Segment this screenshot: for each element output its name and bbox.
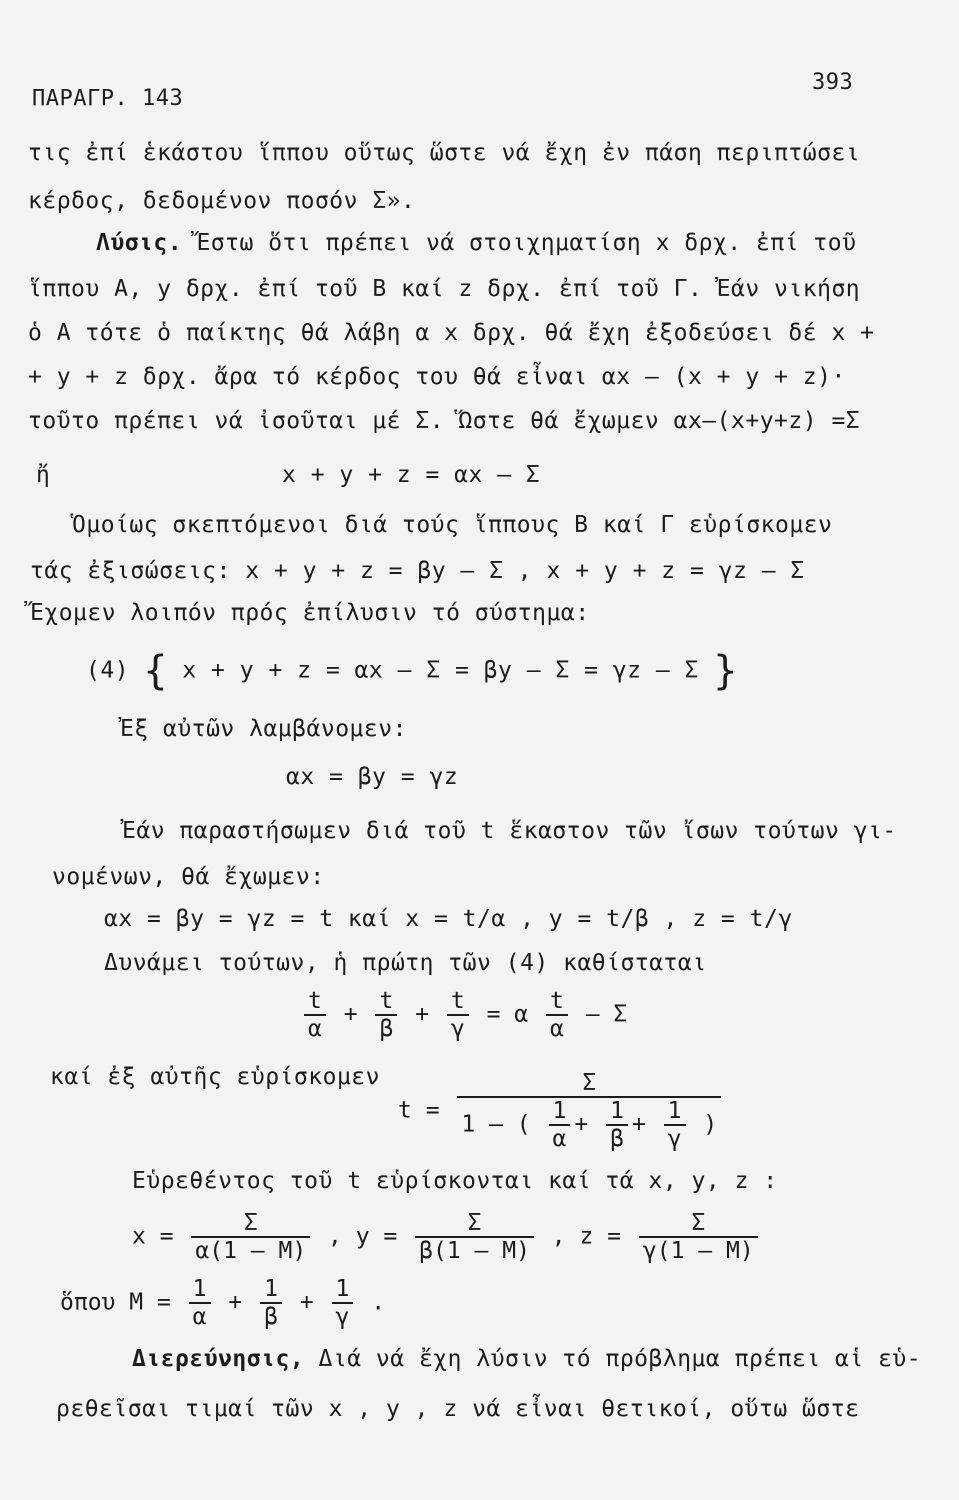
text-line: τάς ἐξισώσεις: x + y + z = βy – Σ , x + y + z = γz – Σ <box>30 558 805 584</box>
text-line: Ὁμοίως σκεπτόμενοι διά τούς ἵππους Β καί Γ εὑρίσκομεν <box>72 512 833 538</box>
text-span: Διά νά ἔχη λύσιν τό πρόβλημα πρέπει αἱ εὑ- <box>318 1346 922 1372</box>
right-brace: } <box>713 648 738 694</box>
fraction: $\frac{t}{\alpha}$ <box>304 988 326 1042</box>
text-line: Ἐξ αὐτῶν λαμβάνομεν: <box>120 716 407 742</box>
text-line: ρεθεῖσαι τιμαί τῶν x , y , z νά εἶναι θετικοί, οὕτω ὥστε <box>56 1396 860 1422</box>
text-span: Ἔστω ὅτι πρέπει νά στοιχηματίση x δρχ. ἐπί τοῦ <box>196 230 857 256</box>
text-line: νομένων, θά ἔχωμεν: <box>52 864 325 890</box>
text-line: καί ἐξ αὐτῆς εὑρίσκομεν <box>50 1064 380 1090</box>
fraction: Σ 1 – ( $\frac{1}{\alpha}$ + $\frac{1}{\beta}$ + $\frac{1}{\gamma}$ ) <box>457 1070 721 1152</box>
text-line <box>132 1346 921 1372</box>
text-line: Ἔχομεν λοιπόν πρός ἐπίλυσιν τό σύστημα: <box>30 600 590 626</box>
equation: x + y + z = αx – Σ <box>282 462 541 488</box>
equation-xyz: x = $\frac{\Sigma}{\alpha(1 - M)}$ , y = $\frac{\Sigma}{\beta(1 - M)}$ , z = $\frac{\Sigma}{\gamma(1 - M)}$ <box>132 1210 762 1264</box>
fraction: $\frac{t}{\gamma}$ <box>447 988 469 1042</box>
fraction: $\frac{t}{\beta}$ <box>375 988 397 1042</box>
left-brace: { <box>143 648 168 694</box>
text-line: ὁ Α τότε ὁ παίκτης θά λάβη α x δρχ. θά ἔχη ἐξοδεύσει δέ x + <box>28 320 875 346</box>
solution-label: Λύσις. <box>96 230 183 256</box>
equation: αx = βy = γz <box>286 764 459 790</box>
fraction: $\frac{t}{\alpha}$ <box>546 988 568 1042</box>
text-line: + y + z δρχ. ἄρα τό κέρδος του θά εἶναι αx – (x + y + z)· <box>28 364 846 390</box>
text-line: Δυνάμει τούτων, ἡ πρώτη τῶν (4) καθίσταται <box>104 950 707 976</box>
text-line <box>96 230 856 256</box>
text-line: κέρδος, δεδομένον ποσόν Σ». <box>28 188 416 214</box>
equation-t: t = Σ 1 – ( $\frac{1}{\alpha}$ + $\frac{1}{\beta}$ + $\frac{1}{\gamma}$ ) <box>398 1070 725 1152</box>
section-header: ΠΑΡΑΓΡ. 143 <box>32 86 184 111</box>
equation-system <box>86 648 738 694</box>
text-line: τις ἐπί ἑκάστου ἵππου οὕτως ὥστε νά ἔχη ἐν πάση περιπτώσει <box>28 140 861 166</box>
equation: x + y + z = αx – Σ = βy – Σ = γz – Σ <box>182 657 699 684</box>
equation-fractions: $\frac{t}{\alpha}$ + $\frac{t}{\beta}$ + $\frac{t}{\gamma}$ = α $\frac{t}{\alpha}$ – Σ <box>300 988 627 1042</box>
page-number: 393 <box>812 70 854 95</box>
discussion-label: Διερεύνησις, <box>132 1346 305 1372</box>
text-line: ἤ <box>36 462 51 488</box>
equation-number: (4) <box>86 657 130 684</box>
equation-m: ὅπου Μ = $\frac{1}{\alpha}$ + $\frac{1}{\beta}$ + $\frac{1}{\gamma}$ . <box>60 1276 386 1330</box>
text-line: ἵππου Α, y δρχ. ἐπί τοῦ Β καί z δρχ. ἐπί τοῦ Γ. Ἐάν νικήση <box>28 276 861 302</box>
text-line: Εὑρεθέντος τοῦ t εὑρίσκονται καί τά x, y, z : <box>132 1168 778 1194</box>
text-line: τοῦτο πρέπει νά ἰσοῦται μέ Σ. Ὥστε θά ἔχωμεν αx–(x+y+z) =Σ <box>28 408 861 434</box>
equation: αx = βy = γz = t καί x = t/α , y = t/β , z = t/γ <box>104 906 793 932</box>
text-line: Ἐάν παραστήσωμεν διά τοῦ t ἕκαστον τῶν ἴσων τούτων γι- <box>122 818 897 844</box>
